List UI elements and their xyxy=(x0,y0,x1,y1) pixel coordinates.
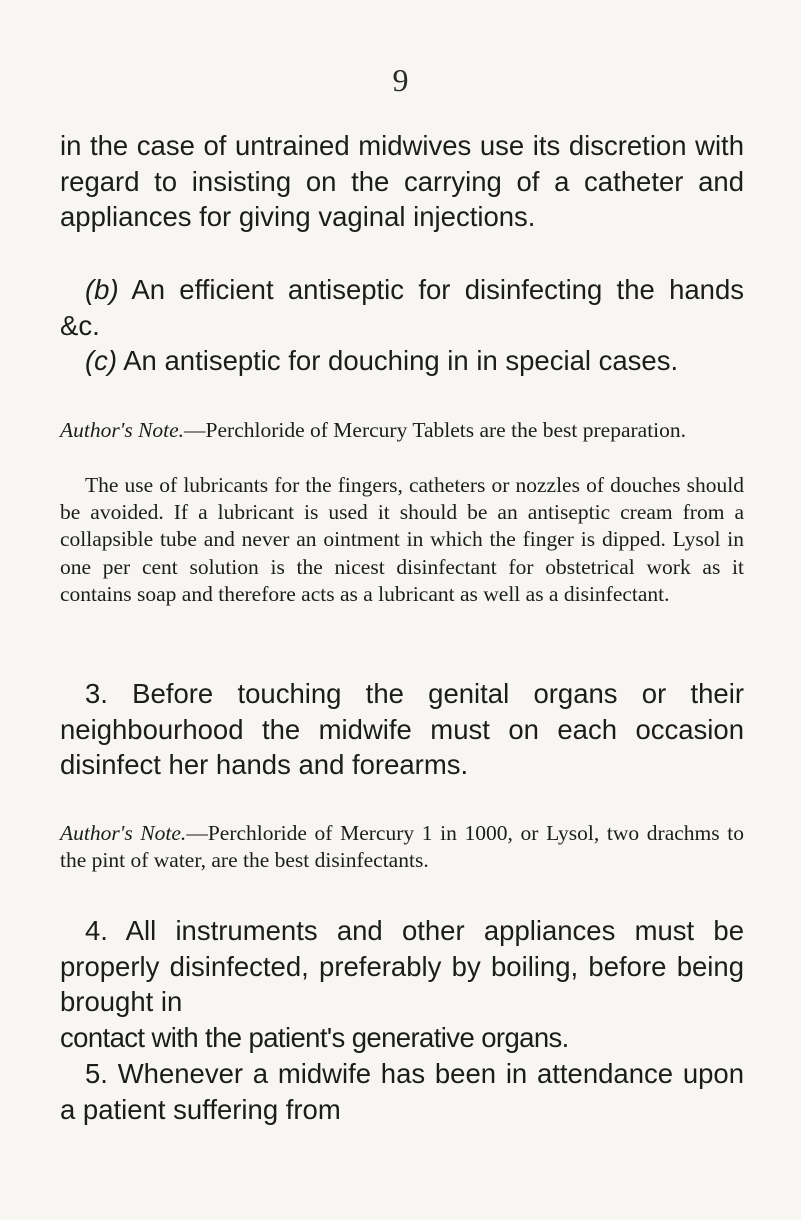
paragraph-lubricants: The use of lubricants for the fingers, catheters or nozzles of douches should be avoided. If a lubricant is used it should be an antiseptic cream from a collapsible tube and never an ointment in which the finger is dipped. Lysol in one per cent solution is the nicest disinfectant for obstetrical work as it contains soap and therefore acts as a lubricant as well as a disinfectant. xyxy=(60,473,744,606)
paragraph-intro: in the case of untrained midwives use its discretion with regard to insisting on the carrying of a catheter and appliances for giving vaginal injections. xyxy=(60,130,744,232)
list-item-b xyxy=(60,272,744,343)
author-note-2 xyxy=(60,820,744,874)
rule-4-last-line: contact with the patient's generative organs. xyxy=(60,1022,569,1053)
author-note-text: —Perchloride of Mercury Tablets are the best preparation. xyxy=(184,418,687,442)
author-note-text: —Perchloride of Mercury 1 in 1000, or Lysol, two drachms to the pint of water, are the best disinfectants. xyxy=(60,821,744,873)
list-text-b: An efficient antiseptic for disinfecting the hands &c. xyxy=(60,274,744,341)
author-note-1 xyxy=(60,417,744,444)
author-note-label: Author's Note. xyxy=(60,418,185,442)
list-text-c: An antiseptic for douching in in special cases. xyxy=(117,345,679,376)
list-marker-b: (b) xyxy=(85,274,119,305)
author-note-label: Author's Note. xyxy=(60,821,187,845)
list-item-c xyxy=(60,343,744,379)
rule-3: 3. Before touching the genital organs or their neighbourhood the midwife must on each occasion disinfect her hands and forearms. xyxy=(60,678,744,780)
rule-5: 5. Whenever a midwife has been in attendance upon a patient suffering from xyxy=(60,1058,744,1125)
list-marker-c: (c) xyxy=(85,345,118,376)
rule-4: 4. All instruments and other appliances must be properly disinfected, preferably by boiling, before being brought in xyxy=(60,915,744,1017)
page-number: 9 xyxy=(392,62,409,98)
